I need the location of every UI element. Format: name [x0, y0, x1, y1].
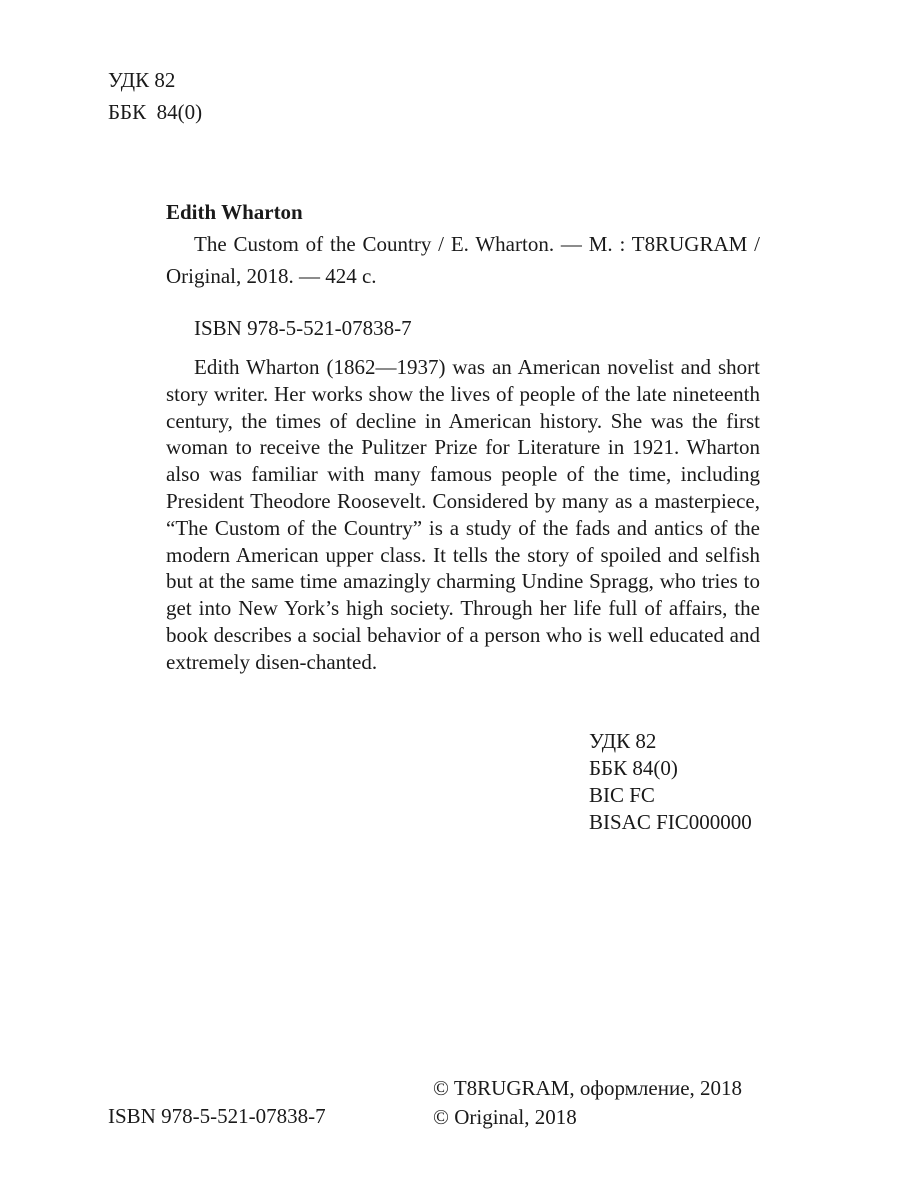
record-isbn: ISBN 978-5-521-07838-7 [194, 316, 412, 340]
footer-isbn [108, 1100, 326, 1132]
bibliographic-record [166, 196, 760, 344]
udk-code: УДК 82 [108, 68, 176, 92]
bic-code: BIC FC [589, 783, 655, 807]
classification-codes [589, 728, 752, 836]
title-statement: The Custom of the Country / E. Wharton. — M. : T8RUGRAM / Original, 2018. — 424 c. [166, 232, 760, 288]
bbk-code: ББК 84(0) [108, 100, 203, 124]
top-classification-codes [108, 64, 202, 128]
author-name: Edith Wharton [166, 200, 303, 224]
footer-isbn-text: ISBN 978-5-521-07838-7 [108, 1104, 326, 1128]
bisac-code: BISAC FIC000000 [589, 810, 752, 834]
copyright-design: © T8RUGRAM, оформление, 2018 [433, 1076, 743, 1100]
udk-code: УДК 82 [589, 729, 657, 753]
bbk-code: ББК 84(0) [589, 756, 678, 780]
copyright-notices [433, 1074, 742, 1132]
book-annotation: Edith Wharton (1862—1937) was an American novelist and short story writer. Her works show the lives of people of the late nineteenth century, the times of decline in American history. She was the first woman to receive the Pulitzer Prize for Literature in 1921. Wharton also was familiar with many famous people of the time, including President Theodore Roosevelt. Considered by many as a masterpiece, “The Custom of the Country” is a study of the fads and antics of the modern American upper class. It tells the story of spoiled and selfish but at the same time amazingly charming Undine Spragg, who tries to get into New York’s high society. Through her life full of affairs, the book describes a social behavior of a person who is well educated and extremely disen-chanted. [166, 355, 760, 674]
copyright-original: © Original, 2018 [433, 1105, 577, 1129]
